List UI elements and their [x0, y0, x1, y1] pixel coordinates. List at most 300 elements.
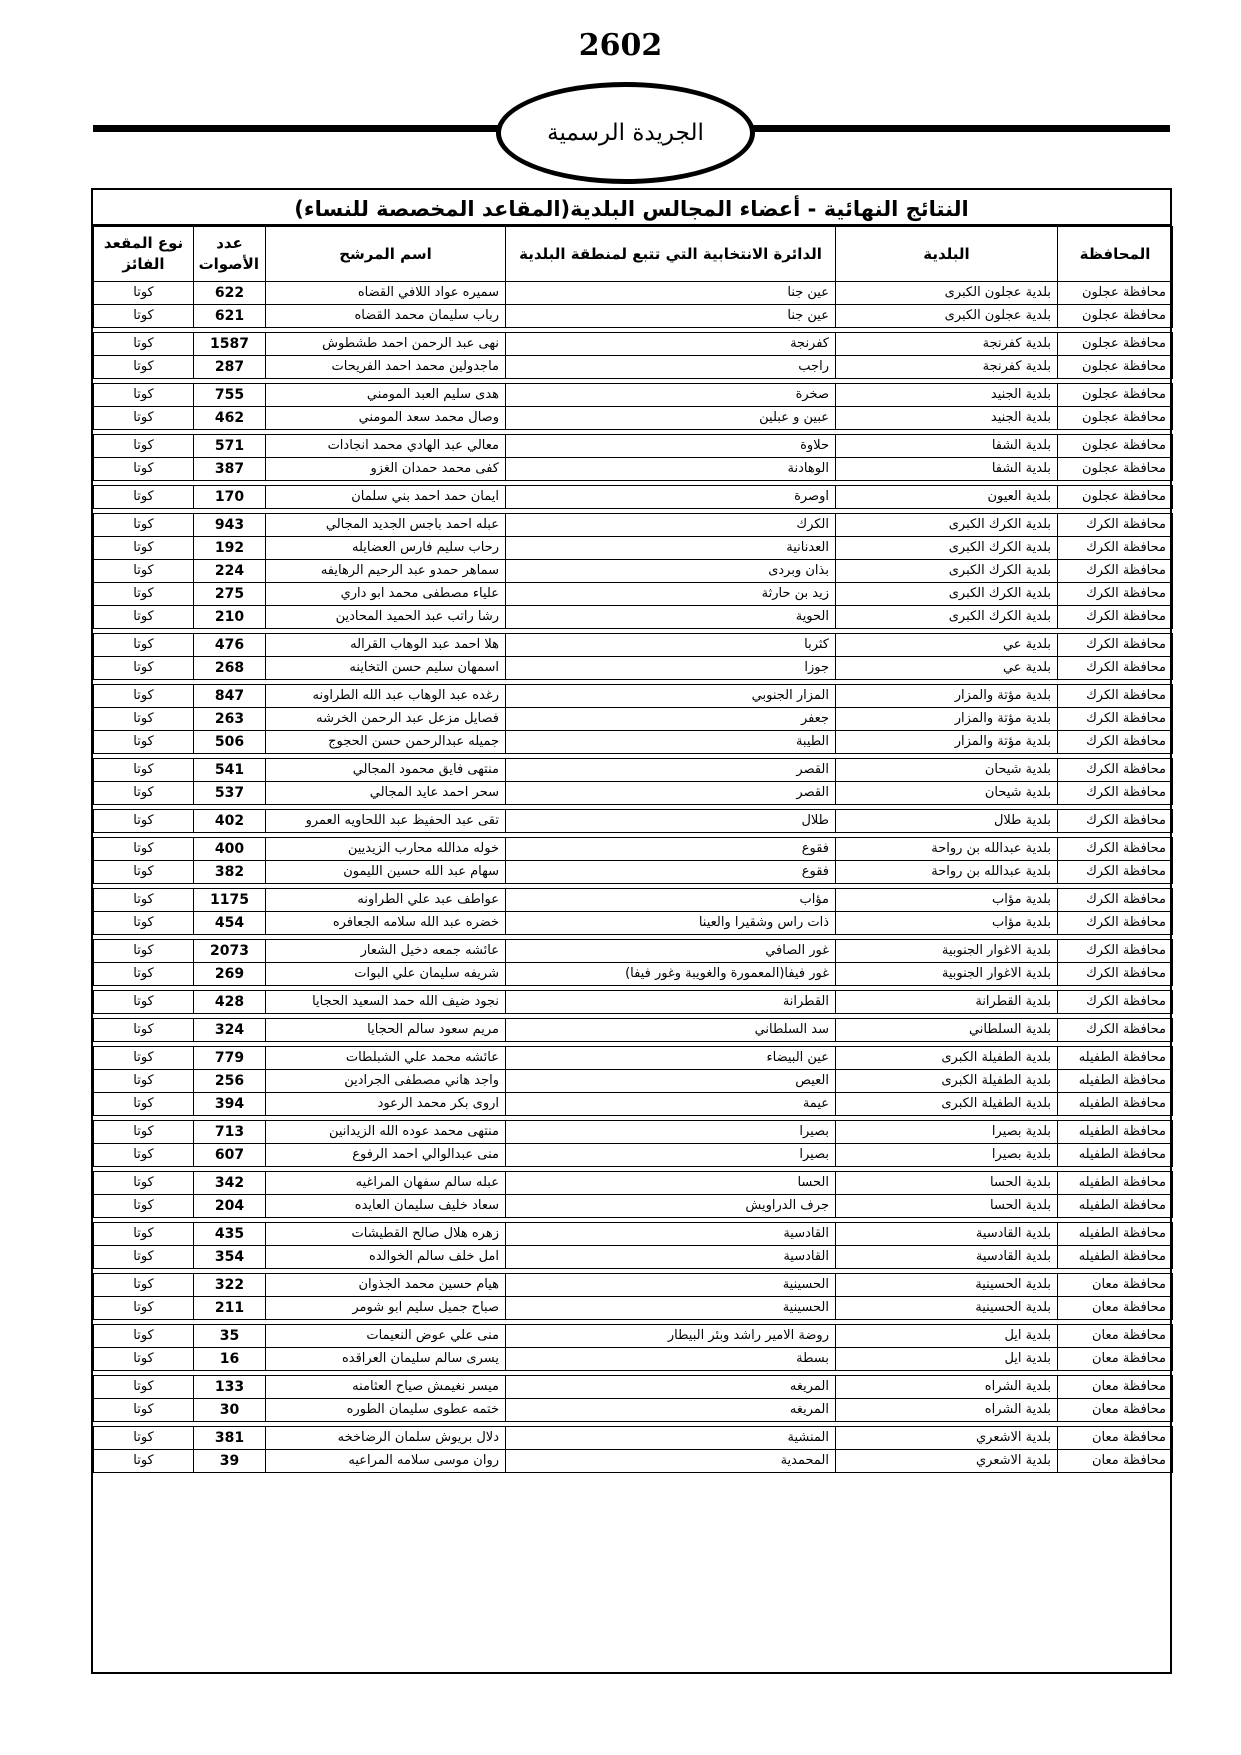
votes-cell: 342: [194, 1172, 266, 1195]
candidate-cell: ميسر نغيمش صياح العثامنه: [266, 1376, 506, 1399]
governorate-cell: محافظة الكرك: [1058, 810, 1173, 833]
municipality-cell: بلدية الجنيد: [836, 407, 1058, 430]
votes-cell: 506: [194, 731, 266, 754]
municipality-cell: بلدية الشراه: [836, 1376, 1058, 1399]
district-cell: المريغه: [506, 1376, 836, 1399]
seat-type-cell: كوتا: [94, 634, 194, 657]
seat-type-cell: كوتا: [94, 1450, 194, 1473]
votes-cell: 275: [194, 583, 266, 606]
governorate-cell: محافظة الكرك: [1058, 889, 1173, 912]
results-frame: [91, 188, 1172, 1674]
seat-type-cell: كوتا: [94, 583, 194, 606]
district-cell: طلال: [506, 810, 836, 833]
seat-type-cell: كوتا: [94, 305, 194, 328]
table-row: [94, 356, 1173, 379]
candidate-cell: منتهى محمد عوده الله الزيدانين: [266, 1121, 506, 1144]
seat-type-cell: كوتا: [94, 657, 194, 680]
table-row: [94, 514, 1173, 537]
district-cell: جعفر: [506, 708, 836, 731]
municipality-cell: بلدية الحسا: [836, 1172, 1058, 1195]
gazette-masthead: الجريدة الرسمية: [496, 82, 755, 184]
municipality-cell: بلدية القادسية: [836, 1246, 1058, 1269]
district-cell: بسطة: [506, 1348, 836, 1371]
seat-type-cell: كوتا: [94, 1348, 194, 1371]
seat-type-cell: كوتا: [94, 384, 194, 407]
table-body: [94, 282, 1173, 1473]
candidate-cell: نجود ضيف الله حمد السعيد الحجايا: [266, 991, 506, 1014]
votes-cell: 847: [194, 685, 266, 708]
district-cell: روضة الامير راشد وبئر البيطار: [506, 1325, 836, 1348]
municipality-cell: بلدية الكرك الكبرى: [836, 583, 1058, 606]
table-header-row: [94, 227, 1173, 282]
votes-cell: 387: [194, 458, 266, 481]
header-governorate: المحافظة: [1058, 227, 1173, 282]
votes-cell: 269: [194, 963, 266, 986]
votes-cell: 394: [194, 1093, 266, 1116]
governorate-cell: محافظة الكرك: [1058, 634, 1173, 657]
district-cell: جرف الدراويش: [506, 1195, 836, 1218]
seat-type-cell: كوتا: [94, 333, 194, 356]
table-row: [94, 810, 1173, 833]
governorate-cell: محافظة الطفيله: [1058, 1195, 1173, 1218]
candidate-cell: دلال بريوش سلمان الرضاخخه: [266, 1427, 506, 1450]
seat-type-cell: كوتا: [94, 486, 194, 509]
candidate-cell: خضره عبد الله سلامه الجعافره: [266, 912, 506, 935]
municipality-cell: بلدية مؤاب: [836, 889, 1058, 912]
district-cell: الطيبة: [506, 731, 836, 754]
table-row: [94, 1070, 1173, 1093]
candidate-cell: مريم سعود سالم الحجايا: [266, 1019, 506, 1042]
candidate-cell: رغده عبد الوهاب عبد الله الطراونه: [266, 685, 506, 708]
candidate-cell: زهره هلال صالح القطيشات: [266, 1223, 506, 1246]
candidate-cell: هيام حسين محمد الجذوان: [266, 1274, 506, 1297]
header-municipality: البلدية: [836, 227, 1058, 282]
seat-type-cell: كوتا: [94, 282, 194, 305]
district-cell: القصر: [506, 759, 836, 782]
seat-type-cell: كوتا: [94, 940, 194, 963]
table-row: [94, 1172, 1173, 1195]
votes-cell: 400: [194, 838, 266, 861]
table-row: [94, 1195, 1173, 1218]
page-number: 2602: [578, 28, 663, 63]
municipality-cell: بلدية عجلون الكبرى: [836, 305, 1058, 328]
candidate-cell: سحر احمد عايد المجالي: [266, 782, 506, 805]
governorate-cell: محافظة عجلون: [1058, 458, 1173, 481]
seat-type-cell: كوتا: [94, 991, 194, 1014]
candidate-cell: خوله مدالله محارب الزيديين: [266, 838, 506, 861]
table-row: [94, 1047, 1173, 1070]
votes-cell: 1587: [194, 333, 266, 356]
votes-cell: 607: [194, 1144, 266, 1167]
governorate-cell: محافظة الطفيله: [1058, 1246, 1173, 1269]
district-cell: بصيرا: [506, 1144, 836, 1167]
candidate-cell: عبله احمد باجس الجديد المجالي: [266, 514, 506, 537]
municipality-cell: بلدية ايل: [836, 1348, 1058, 1371]
votes-cell: 287: [194, 356, 266, 379]
municipality-cell: بلدية الكرك الكبرى: [836, 514, 1058, 537]
votes-cell: 224: [194, 560, 266, 583]
table-row: [94, 606, 1173, 629]
votes-cell: 476: [194, 634, 266, 657]
municipality-cell: بلدية الحسينية: [836, 1274, 1058, 1297]
votes-cell: 211: [194, 1297, 266, 1320]
votes-cell: 381: [194, 1427, 266, 1450]
candidate-cell: عائشه محمد علي الشبلطات: [266, 1047, 506, 1070]
document-title: النتائج النهائية - أعضاء المجالس البلدية(المقاعد المخصصة للنساء): [93, 192, 1170, 226]
governorate-cell: محافظة معان: [1058, 1348, 1173, 1371]
governorate-cell: محافظة معان: [1058, 1325, 1173, 1348]
votes-cell: 170: [194, 486, 266, 509]
candidate-cell: سعاد خليف سليمان العايده: [266, 1195, 506, 1218]
municipality-cell: بلدية الاغوار الجنوبية: [836, 940, 1058, 963]
governorate-cell: محافظة الكرك: [1058, 912, 1173, 935]
seat-type-cell: كوتا: [94, 810, 194, 833]
candidate-cell: عائشه جمعه دخيل الشعار: [266, 940, 506, 963]
votes-cell: 621: [194, 305, 266, 328]
seat-type-cell: كوتا: [94, 1144, 194, 1167]
table-row: [94, 861, 1173, 884]
table-row: [94, 1274, 1173, 1297]
municipality-cell: بلدية مؤتة والمزار: [836, 685, 1058, 708]
municipality-cell: بلدية الكرك الكبرى: [836, 537, 1058, 560]
district-cell: جوزا: [506, 657, 836, 680]
governorate-cell: محافظة الكرك: [1058, 514, 1173, 537]
seat-type-cell: كوتا: [94, 1399, 194, 1422]
district-cell: عبين و عبلين: [506, 407, 836, 430]
table-row: [94, 940, 1173, 963]
district-cell: كثربا: [506, 634, 836, 657]
municipality-cell: بلدية الطفيلة الكبرى: [836, 1093, 1058, 1116]
table-row: [94, 435, 1173, 458]
candidate-cell: ماجدولين محمد احمد الفريحات: [266, 356, 506, 379]
district-cell: ذات راس وشقيرا والعينا: [506, 912, 836, 935]
district-cell: الحوية: [506, 606, 836, 629]
candidate-cell: منى عبدالوالي احمد الرفوع: [266, 1144, 506, 1167]
votes-cell: 268: [194, 657, 266, 680]
seat-type-cell: كوتا: [94, 1047, 194, 1070]
seat-type-cell: كوتا: [94, 1297, 194, 1320]
governorate-cell: محافظة الطفيله: [1058, 1093, 1173, 1116]
district-cell: الحسينية: [506, 1297, 836, 1320]
table-row: [94, 1144, 1173, 1167]
candidate-cell: هدى سليم العبد المومني: [266, 384, 506, 407]
district-cell: القطرانة: [506, 991, 836, 1014]
governorate-cell: محافظة الكرك: [1058, 606, 1173, 629]
votes-cell: 622: [194, 282, 266, 305]
governorate-cell: محافظة الطفيله: [1058, 1144, 1173, 1167]
seat-type-cell: كوتا: [94, 407, 194, 430]
candidate-cell: اسمهان سليم حسن التخاينه: [266, 657, 506, 680]
votes-cell: 324: [194, 1019, 266, 1042]
municipality-cell: بلدية ايل: [836, 1325, 1058, 1348]
seat-type-cell: كوتا: [94, 1121, 194, 1144]
seat-type-cell: كوتا: [94, 759, 194, 782]
seat-type-cell: كوتا: [94, 514, 194, 537]
table-row: [94, 912, 1173, 935]
table-row: [94, 657, 1173, 680]
governorate-cell: محافظة عجلون: [1058, 333, 1173, 356]
governorate-cell: محافظة الكرك: [1058, 537, 1173, 560]
seat-type-cell: كوتا: [94, 912, 194, 935]
seat-type-cell: كوتا: [94, 889, 194, 912]
table-row: [94, 708, 1173, 731]
seat-type-cell: كوتا: [94, 1325, 194, 1348]
votes-cell: 779: [194, 1047, 266, 1070]
seat-type-cell: كوتا: [94, 1246, 194, 1269]
governorate-cell: محافظة الكرك: [1058, 940, 1173, 963]
candidate-cell: معالي عبد الهادي محمد انجادات: [266, 435, 506, 458]
seat-type-cell: كوتا: [94, 838, 194, 861]
district-cell: عين جنا: [506, 282, 836, 305]
municipality-cell: بلدية شيحان: [836, 782, 1058, 805]
candidate-cell: شريفه سليمان علي البوات: [266, 963, 506, 986]
votes-cell: 30: [194, 1399, 266, 1422]
district-cell: صخرة: [506, 384, 836, 407]
seat-type-cell: كوتا: [94, 1376, 194, 1399]
governorate-cell: محافظة معان: [1058, 1427, 1173, 1450]
votes-cell: 435: [194, 1223, 266, 1246]
candidate-cell: ختمه عطوى سليمان الطوره: [266, 1399, 506, 1422]
seat-type-cell: كوتا: [94, 1019, 194, 1042]
votes-cell: 428: [194, 991, 266, 1014]
table-row: [94, 282, 1173, 305]
votes-cell: 755: [194, 384, 266, 407]
governorate-cell: محافظة الكرك: [1058, 861, 1173, 884]
votes-cell: 263: [194, 708, 266, 731]
district-cell: العيص: [506, 1070, 836, 1093]
candidate-cell: فصايل مزعل عبد الرحمن الخرشه: [266, 708, 506, 731]
district-cell: كفرنجة: [506, 333, 836, 356]
municipality-cell: بلدية عجلون الكبرى: [836, 282, 1058, 305]
municipality-cell: بلدية بصيرا: [836, 1144, 1058, 1167]
governorate-cell: محافظة عجلون: [1058, 435, 1173, 458]
municipality-cell: بلدية الحسا: [836, 1195, 1058, 1218]
votes-cell: 454: [194, 912, 266, 935]
table-row: [94, 560, 1173, 583]
candidate-cell: علياء مصطفى محمد ابو داري: [266, 583, 506, 606]
votes-cell: 402: [194, 810, 266, 833]
table-row: [94, 1376, 1173, 1399]
governorate-cell: محافظة الكرك: [1058, 560, 1173, 583]
candidate-cell: رحاب سليم فارس العضايله: [266, 537, 506, 560]
table-row: [94, 1297, 1173, 1320]
seat-type-cell: كوتا: [94, 1093, 194, 1116]
seat-type-cell: كوتا: [94, 1274, 194, 1297]
votes-cell: 192: [194, 537, 266, 560]
header-votes: عدد الأصوات: [194, 227, 266, 282]
table-row: [94, 838, 1173, 861]
governorate-cell: محافظة عجلون: [1058, 356, 1173, 379]
candidate-cell: امل خلف سالم الخوالده: [266, 1246, 506, 1269]
municipality-cell: بلدية عي: [836, 634, 1058, 657]
votes-cell: 943: [194, 514, 266, 537]
table-row: [94, 537, 1173, 560]
governorate-cell: محافظة عجلون: [1058, 282, 1173, 305]
district-cell: بذان وبردى: [506, 560, 836, 583]
governorate-cell: محافظة معان: [1058, 1376, 1173, 1399]
municipality-cell: بلدية الاشعري: [836, 1450, 1058, 1473]
district-cell: سد السلطاني: [506, 1019, 836, 1042]
table-row: [94, 1093, 1173, 1116]
votes-cell: 322: [194, 1274, 266, 1297]
district-cell: الحسينية: [506, 1274, 836, 1297]
district-cell: غور الصافي: [506, 940, 836, 963]
votes-cell: 713: [194, 1121, 266, 1144]
district-cell: المريغه: [506, 1399, 836, 1422]
table-row: [94, 1121, 1173, 1144]
district-cell: المحمدية: [506, 1450, 836, 1473]
candidate-cell: رباب سليمان محمد القضاه: [266, 305, 506, 328]
municipality-cell: بلدية الشفا: [836, 458, 1058, 481]
header-candidate: اسم المرشح: [266, 227, 506, 282]
votes-cell: 2073: [194, 940, 266, 963]
governorate-cell: محافظة عجلون: [1058, 305, 1173, 328]
table-row: [94, 1399, 1173, 1422]
district-cell: غور فيفا(المعمورة والغويبة وغور فيفا): [506, 963, 836, 986]
candidate-cell: رشا راتب عبد الحميد المحادين: [266, 606, 506, 629]
votes-cell: 133: [194, 1376, 266, 1399]
table-row: [94, 1427, 1173, 1450]
district-cell: عين جنا: [506, 305, 836, 328]
district-cell: القادسية: [506, 1246, 836, 1269]
governorate-cell: محافظة الطفيله: [1058, 1121, 1173, 1144]
governorate-cell: محافظة الكرك: [1058, 731, 1173, 754]
district-cell: الكرك: [506, 514, 836, 537]
table-row: [94, 782, 1173, 805]
candidate-cell: صباح جميل سليم ابو شومر: [266, 1297, 506, 1320]
votes-cell: 35: [194, 1325, 266, 1348]
candidate-cell: تقى عبد الحفيظ عبد اللحاويه العمرو: [266, 810, 506, 833]
governorate-cell: محافظة الطفيله: [1058, 1070, 1173, 1093]
candidate-cell: ايمان حمد احمد بني سلمان: [266, 486, 506, 509]
seat-type-cell: كوتا: [94, 356, 194, 379]
table-row: [94, 1223, 1173, 1246]
governorate-cell: محافظة الكرك: [1058, 963, 1173, 986]
municipality-cell: بلدية عي: [836, 657, 1058, 680]
district-cell: القادسية: [506, 1223, 836, 1246]
votes-cell: 541: [194, 759, 266, 782]
governorate-cell: محافظة الكرك: [1058, 1019, 1173, 1042]
table-row: [94, 991, 1173, 1014]
municipality-cell: بلدية الكرك الكبرى: [836, 560, 1058, 583]
votes-cell: 382: [194, 861, 266, 884]
district-cell: فقوع: [506, 861, 836, 884]
governorate-cell: محافظة الكرك: [1058, 991, 1173, 1014]
table-row: [94, 1246, 1173, 1269]
governorate-cell: محافظة الكرك: [1058, 838, 1173, 861]
table-row: [94, 963, 1173, 986]
municipality-cell: بلدية مؤتة والمزار: [836, 731, 1058, 754]
candidate-cell: هلا احمد عبد الوهاب القراله: [266, 634, 506, 657]
district-cell: العدنانية: [506, 537, 836, 560]
candidate-cell: وصال محمد سعد المومني: [266, 407, 506, 430]
candidate-cell: عبله سالم سفهان المراغيه: [266, 1172, 506, 1195]
candidate-cell: واجد هاني مصطفى الجرادين: [266, 1070, 506, 1093]
votes-cell: 204: [194, 1195, 266, 1218]
governorate-cell: محافظة الكرك: [1058, 583, 1173, 606]
table-row: [94, 1450, 1173, 1473]
candidate-cell: كفى محمد حمدان الغزو: [266, 458, 506, 481]
candidate-cell: سماهر حمدو عبد الرحيم الرهايفه: [266, 560, 506, 583]
table-row: [94, 1019, 1173, 1042]
municipality-cell: بلدية القادسية: [836, 1223, 1058, 1246]
table-row: [94, 305, 1173, 328]
votes-cell: 571: [194, 435, 266, 458]
municipality-cell: بلدية السلطاني: [836, 1019, 1058, 1042]
seat-type-cell: كوتا: [94, 606, 194, 629]
seat-type-cell: كوتا: [94, 1070, 194, 1093]
district-cell: عين البيضاء: [506, 1047, 836, 1070]
governorate-cell: محافظة الطفيله: [1058, 1047, 1173, 1070]
candidate-cell: اروى بكر محمد الرعود: [266, 1093, 506, 1116]
votes-cell: 256: [194, 1070, 266, 1093]
district-cell: الوهادنة: [506, 458, 836, 481]
header-rule-right: [748, 125, 1170, 132]
district-cell: زيد بن حارثة: [506, 583, 836, 606]
district-cell: فقوع: [506, 838, 836, 861]
municipality-cell: بلدية مؤاب: [836, 912, 1058, 935]
candidate-cell: يسرى سالم سليمان العراقده: [266, 1348, 506, 1371]
municipality-cell: بلدية القطرانة: [836, 991, 1058, 1014]
candidate-cell: نهى عبد الرحمن احمد طشطوش: [266, 333, 506, 356]
candidate-cell: منتهى فايق محمود المجالي: [266, 759, 506, 782]
governorate-cell: محافظة معان: [1058, 1399, 1173, 1422]
district-cell: مؤاب: [506, 889, 836, 912]
municipality-cell: بلدية الطفيلة الكبرى: [836, 1047, 1058, 1070]
municipality-cell: بلدية مؤتة والمزار: [836, 708, 1058, 731]
municipality-cell: بلدية الطفيلة الكبرى: [836, 1070, 1058, 1093]
seat-type-cell: كوتا: [94, 1427, 194, 1450]
district-cell: المزار الجنوبي: [506, 685, 836, 708]
seat-type-cell: كوتا: [94, 782, 194, 805]
municipality-cell: بلدية الجنيد: [836, 384, 1058, 407]
votes-cell: 39: [194, 1450, 266, 1473]
table-row: [94, 486, 1173, 509]
candidate-cell: منى علي عوض النعيمات: [266, 1325, 506, 1348]
municipality-cell: بلدية كفرنجة: [836, 356, 1058, 379]
votes-cell: 354: [194, 1246, 266, 1269]
district-cell: حلاوة: [506, 435, 836, 458]
votes-cell: 210: [194, 606, 266, 629]
governorate-cell: محافظة الكرك: [1058, 685, 1173, 708]
municipality-cell: بلدية الاشعري: [836, 1427, 1058, 1450]
seat-type-cell: كوتا: [94, 1195, 194, 1218]
district-cell: بصيرا: [506, 1121, 836, 1144]
table-row: [94, 731, 1173, 754]
district-cell: راجب: [506, 356, 836, 379]
seat-type-cell: كوتا: [94, 708, 194, 731]
seat-type-cell: كوتا: [94, 1223, 194, 1246]
seat-type-cell: كوتا: [94, 435, 194, 458]
governorate-cell: محافظة معان: [1058, 1450, 1173, 1473]
district-cell: القصر: [506, 782, 836, 805]
table-row: [94, 759, 1173, 782]
candidate-cell: جميله عبدالرحمن حسن الحجوج: [266, 731, 506, 754]
governorate-cell: محافظة الطفيله: [1058, 1172, 1173, 1195]
governorate-cell: محافظة معان: [1058, 1297, 1173, 1320]
governorate-cell: محافظة عجلون: [1058, 486, 1173, 509]
municipality-cell: بلدية الحسينية: [836, 1297, 1058, 1320]
candidate-cell: عواطف عبد علي الطراونه: [266, 889, 506, 912]
municipality-cell: بلدية بصيرا: [836, 1121, 1058, 1144]
header-rule-left: [93, 125, 503, 132]
table-row: [94, 634, 1173, 657]
district-cell: عيمة: [506, 1093, 836, 1116]
municipality-cell: بلدية عبدالله بن رواحة: [836, 861, 1058, 884]
governorate-cell: محافظة معان: [1058, 1274, 1173, 1297]
seat-type-cell: كوتا: [94, 537, 194, 560]
municipality-cell: بلدية شيحان: [836, 759, 1058, 782]
